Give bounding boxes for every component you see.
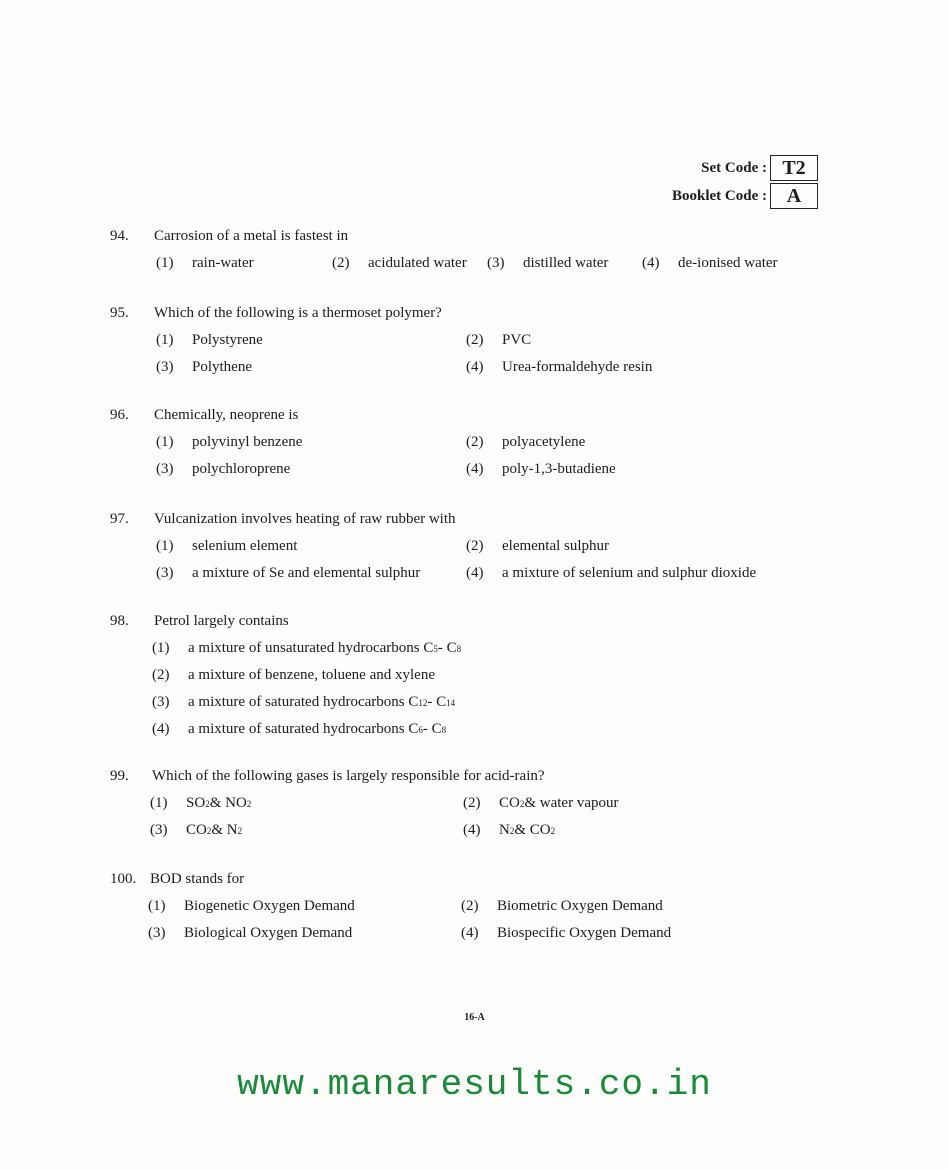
question-99 <box>110 763 830 844</box>
question-95 <box>110 300 830 381</box>
question-number: 98. <box>110 613 129 629</box>
question-number: 100. <box>110 871 137 887</box>
option-4: (4) Urea-formaldehyde resin <box>466 359 653 375</box>
question-text: Which of the following is a thermoset polymer? <box>154 305 442 321</box>
question-text: Which of the following gases is largely responsible for acid-rain? <box>152 768 545 784</box>
option-3: (3) a mixture of Se and elemental sulphur <box>156 565 421 581</box>
option-2: (2) a mixture of benzene, toluene and xylene <box>152 667 435 683</box>
option-2: (2) CO 2 & water vapour <box>463 795 619 811</box>
option-2: (2) polyacetylene <box>466 434 586 450</box>
question-number: 97. <box>110 511 129 527</box>
question-number: 95. <box>110 305 129 321</box>
option-1: (1) polyvinyl benzene <box>156 434 303 450</box>
option-3: (3) distilled water <box>487 255 609 271</box>
question-text: Petrol largely contains <box>154 613 289 629</box>
question-text: Chemically, neoprene is <box>154 407 299 423</box>
question-text: Vulcanization involves heating of raw rubber with <box>154 511 456 527</box>
option-2: (2) Biometric Oxygen Demand <box>461 898 663 914</box>
option-4: (4) poly-1,3-butadiene <box>466 461 616 477</box>
set-code-value: T2 <box>770 155 818 181</box>
option-1: (1) Biogenetic Oxygen Demand <box>148 898 355 914</box>
option-1: (1) SO 2 & NO 2 <box>150 795 252 811</box>
question-text: BOD stands for <box>150 871 245 887</box>
question-number: 94. <box>110 228 129 244</box>
option-3: (3) Polythene <box>156 359 252 375</box>
watermark-url: www.manaresults.co.in <box>237 1064 712 1105</box>
option-4: (4) N 2 & CO 2 <box>463 822 556 838</box>
booklet-code-row <box>672 182 818 210</box>
option-1: (1) a mixture of unsaturated hydrocarbons C 5 - C 8 <box>152 640 462 656</box>
code-block <box>672 154 818 210</box>
question-number: 99. <box>110 768 129 784</box>
question-94 <box>110 223 830 277</box>
option-2: (2) PVC <box>466 332 532 348</box>
option-1: (1) selenium element <box>156 538 298 554</box>
question-100 <box>110 866 830 947</box>
question-97 <box>110 506 830 587</box>
option-2: (2) elemental sulphur <box>466 538 610 554</box>
option-3: (3) polychloroprene <box>156 461 291 477</box>
option-3: (3) Biological Oxygen Demand <box>148 925 353 941</box>
option-4: (4) a mixture of saturated hydrocarbons C 6 - C 8 <box>152 721 447 737</box>
set-code-row <box>672 154 818 182</box>
option-1: (1) rain-water <box>156 255 254 271</box>
set-code-label: Set Code : <box>701 159 767 176</box>
booklet-code-label: Booklet Code : <box>672 187 767 204</box>
option-4: (4) a mixture of selenium and sulphur dioxide <box>466 565 757 581</box>
option-1: (1) Polystyrene <box>156 332 263 348</box>
page-number: 16-A <box>464 1012 485 1023</box>
question-98 <box>110 608 830 743</box>
option-2: (2) acidulated water <box>332 255 467 271</box>
question-number: 96. <box>110 407 129 423</box>
booklet-code-value: A <box>770 183 818 209</box>
option-3: (3) a mixture of saturated hydrocarbons C 12 - C 14 <box>152 694 456 710</box>
question-96 <box>110 402 830 483</box>
option-4: (4) de-ionised water <box>642 255 778 271</box>
option-3: (3) CO 2 & N 2 <box>150 822 243 838</box>
question-text: Carrosion of a metal is fastest in <box>154 228 349 244</box>
option-4: (4) Biospecific Oxygen Demand <box>461 925 672 941</box>
